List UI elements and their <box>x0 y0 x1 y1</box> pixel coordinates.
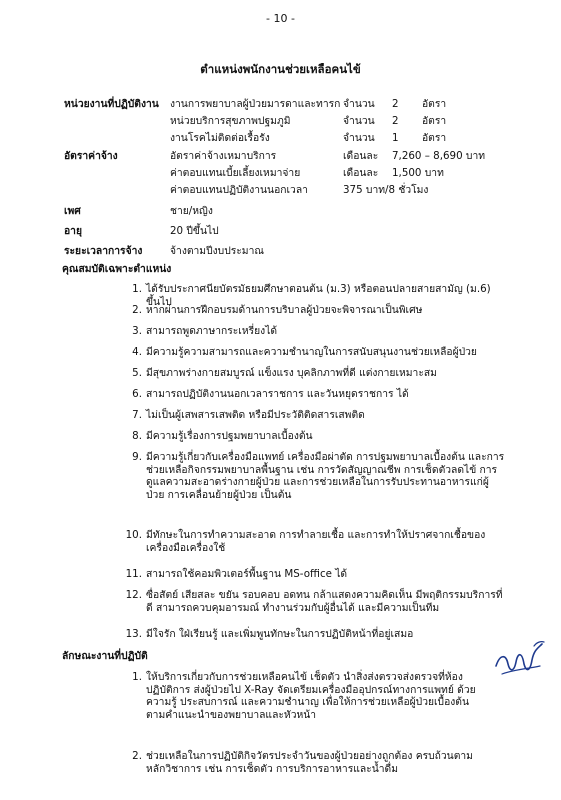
unit-count: 1 <box>392 132 399 144</box>
list-item: ช่วยเหลือในการปฏิบัติกิจวัตรประจำวันของผู้ป่วยอย่างถูกต้อง ครบถ้วนตามหลักวิชาการ เช่น การเช็ดตัว การบริการอาหารและน้ำดื่ม <box>146 750 473 775</box>
list-item-number: 7. <box>132 409 142 421</box>
unit-name: งานการพยาบาลผู้ป่วยมารดาและทารก <box>170 98 341 110</box>
sex-value: ชาย/หญิง <box>170 205 213 217</box>
page-number: - 10 - <box>266 12 295 25</box>
wage-label: อัตราค่าจ้าง <box>64 150 118 162</box>
list-item: หากผ่านการฝึกอบรมด้านการบริบาลผู้ป่วยจะพิจารณาเป็นพิเศษ <box>146 304 423 316</box>
list-item-number: 1. <box>132 283 142 295</box>
wage-period: เดือนละ <box>343 167 379 179</box>
list-item-number: 1. <box>132 671 142 683</box>
unit-count-label: จำนวน <box>343 98 375 110</box>
unit-unit: อัตรา <box>422 115 447 127</box>
unit-count: 2 <box>392 98 399 110</box>
document-title: ตำแหน่งพนักงานช่วยเหลือคนไข้ <box>200 62 361 76</box>
list-item-number: 2. <box>132 304 142 316</box>
wage-name: อัตราค่าจ้างเหมาบริการ <box>170 150 277 162</box>
wage-name: ค่าตอบแทนปฏิบัติงานนอกเวลา <box>170 184 308 196</box>
wage-period: เดือนละ <box>343 150 379 162</box>
list-item-number: 3. <box>132 325 142 337</box>
age-value: 20 ปีขึ้นไป <box>170 225 219 237</box>
list-item-number: 9. <box>132 451 142 463</box>
wage-name: ค่าตอบแทนเบี้ยเลี้ยงเหมาจ่าย <box>170 167 301 179</box>
unit-count: 2 <box>392 115 399 127</box>
list-item: ไม่เป็นผู้เสพสารเสพติด หรือมีประวัติติดสารเสพติด <box>146 409 365 421</box>
duties-heading: ลักษณะงานที่ปฏิบัติ <box>62 650 148 662</box>
list-item: ได้รับประกาศนียบัตรมัธยมศึกษาตอนต้น (ม.3) หรือตอนปลายสายสามัญ (ม.6) ขึ้นไป <box>146 283 491 308</box>
age-label: อายุ <box>64 225 82 237</box>
list-item-number: 13. <box>125 628 142 640</box>
list-item: สามารถใช้คอมพิวเตอร์พื้นฐาน MS-office ได้ <box>146 568 348 580</box>
period-value: จ้างตามปีงบประมาณ <box>170 245 264 257</box>
period-label: ระยะเวลาการจ้าง <box>64 245 143 257</box>
list-item-number: 8. <box>132 430 142 442</box>
wage-amount: 7,260 – 8,690 บาท <box>392 150 486 162</box>
list-item-number: 2. <box>132 750 142 762</box>
list-item: มีทักษะในการทำความสะอาด การทำลายเชื้อ และการทำให้ปราศจากเชื้อของเครื่องมือเครื่องใช้ <box>146 529 486 554</box>
wage-amount: 1,500 บาท <box>392 167 444 179</box>
unit-unit: อัตรา <box>422 98 447 110</box>
sex-label: เพศ <box>64 205 81 217</box>
unit-name: งานโรคไม่ติดต่อเรื้อรัง <box>170 132 270 144</box>
unit-count-label: จำนวน <box>343 132 375 144</box>
list-item-number: 4. <box>132 346 142 358</box>
list-item-number: 12. <box>125 589 142 601</box>
list-item: มีความรู้เกี่ยวกับเครื่องมือแพทย์ เครื่องมือผ่าตัด การปฐมพยาบาลเบื้องต้น และการช่วยเหลือกิจกรรมพยาบาลพื้นฐาน เช่น การวัดสัญญาณชีพ การเช็ดตัวลดไข้ การดูแลความสะอาดร่างกายผู้ป่วย และการช่วยเหลือในการรับประทานอาหารแก่ผู้ป่วย การเคลื่อนย้ายผู้ป่วย เป็นต้น <box>146 451 505 501</box>
qualifications-heading: คุณสมบัติเฉพาะตำแหน่ง <box>62 263 172 275</box>
list-item-number: 5. <box>132 367 142 379</box>
list-item-number: 6. <box>132 388 142 400</box>
units-label: หน่วยงานที่ปฏิบัติงาน <box>64 98 159 110</box>
unit-count-label: จำนวน <box>343 115 375 127</box>
list-item: มีสุขภาพร่างกายสมบูรณ์ แข็งแรง บุคลิกภาพที่ดี แต่งกายเหมาะสม <box>146 367 437 379</box>
handwritten-signature <box>490 636 550 686</box>
list-item: สามารถปฏิบัติงานนอกเวลาราชการ และวันหยุดราชการ ได้ <box>146 388 409 400</box>
list-item-number: 11. <box>125 568 142 580</box>
list-item: มีใจรัก ใฝ่เรียนรู้ และเพิ่มพูนทักษะในการปฏิบัติหน้าที่อยู่เสมอ <box>146 628 414 640</box>
list-item: มีความรู้เรื่องการปฐมพยาบาลเบื้องต้น <box>146 430 313 442</box>
list-item-number: 10. <box>125 529 142 541</box>
wage-amount: 375 บาท/8 ชั่วโมง <box>343 184 429 196</box>
unit-unit: อัตรา <box>422 132 447 144</box>
list-item: มีความรู้ความสามารถและความชำนาญในการสนับสนุนงานช่วยเหลือผู้ป่วย <box>146 346 477 358</box>
unit-name: หน่วยบริการสุขภาพปฐมภูมิ <box>170 115 291 127</box>
list-item: ให้บริการเกี่ยวกับการช่วยเหลือคนไข้ เช็ดตัว นำสิ่งส่งตรวจส่งตรวจที่ห้องปฏิบัติการ ส่งผู้ป่วยไป X-Ray จัดเตรียมเครื่องมืออุปกรณ์ทางการแพทย์ ด้วยความรู้ ประสบการณ์ และความชำนาญ เพื่อให้การช่วยเหลือผู้ป่วยเบื้องต้น ตามคำแนะนำของพยาบาลและหัวหน้า <box>146 671 476 721</box>
list-item: ซื่อสัตย์ เสียสละ ขยัน รอบคอบ อดทน กล้าแสดงความคิดเห็น มีพฤติกรรมบริการที่ดี สามารถควบคุมอารมณ์ ทำงานร่วมกับผู้อื่นได้ และมีความเป็นทีม <box>146 589 503 614</box>
list-item: สามารถพูดภาษากระเหรี่ยงได้ <box>146 325 278 337</box>
